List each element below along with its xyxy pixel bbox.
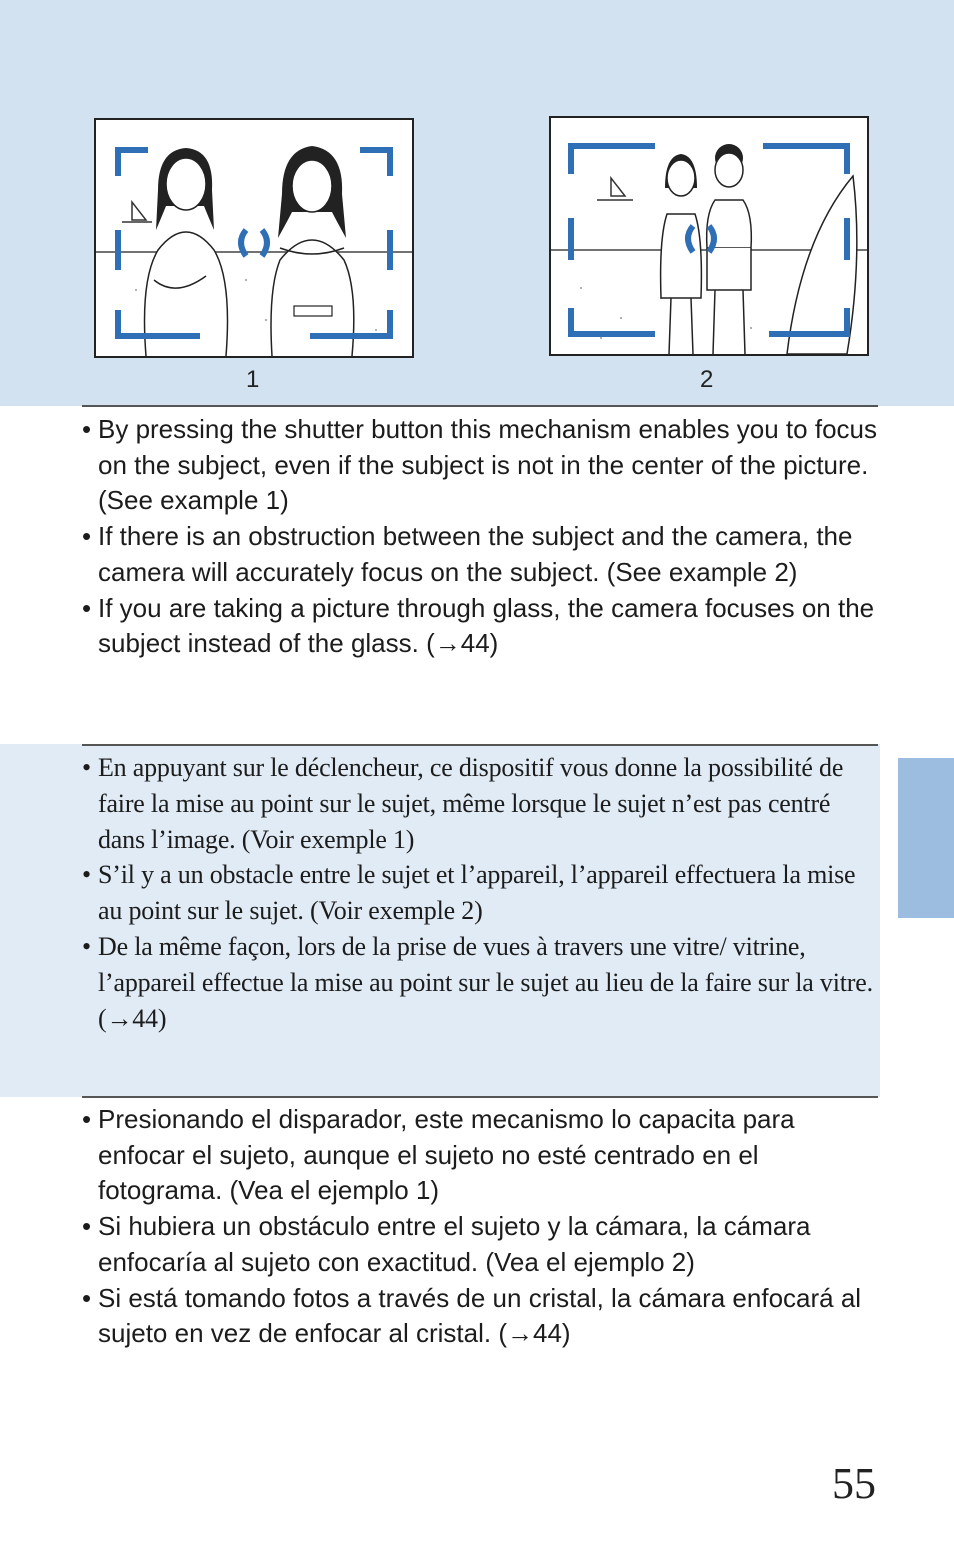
list-item: • By pressing the shutter button this mechanism enables you to focus on the subject, even if the subject is not in the center of the picture. (See example 1) (82, 412, 882, 519)
page-number: 55 (832, 1459, 876, 1508)
spanish-instructions (82, 1102, 882, 1352)
list-item: • Si hubiera un obstáculo entre el sujeto y la cámara, la cámara enfocaría al sujeto con exactitud. (Vea el ejemplo 2) (82, 1209, 882, 1280)
list-item: • Presionando el disparador, este mecanismo lo capacita para enfocar el sujeto, aunque el sujeto no esté centrado en el fotograma. (Vea el ejemplo 1) (82, 1102, 882, 1209)
list-item: • En appuyant sur le déclencheur, ce dispositif vous donne la possibilité de faire la mise au point sur le sujet, même lorsque le sujet n’est pas centré dans l’image. (Voir exemple 1) (82, 750, 882, 857)
list-item: • S’il y a un obstacle entre le sujet et l’appareil, l’appareil effectuera la mise au point sur le sujet. (Voir exemple 2) (82, 857, 882, 929)
figure-1-viewfinder-illustration (94, 118, 414, 358)
figure-2-viewfinder-illustration (549, 116, 869, 356)
figure-1-label: 1 (246, 366, 260, 393)
list-item: • If there is an obstruction between the subject and the camera, the camera will accurately focus on the subject. (See example 2) (82, 519, 882, 590)
section-divider (82, 1096, 878, 1098)
section-divider (82, 405, 878, 407)
chapter-tab (898, 758, 954, 918)
section-divider (82, 744, 878, 746)
list-item: • Si está tomando fotos a través de un cristal, la cámara enfocará al sujeto en vez de enfocar al cristal. (→44) (82, 1281, 882, 1352)
list-item: • De la même façon, lors de la prise de vues à travers une vitre/ vitrine, l’appareil effectue la mise au point sur le sujet au lieu de la faire sur la vitre. (→44) (82, 929, 882, 1036)
list-item: • If you are taking a picture through glass, the camera focuses on the subject instead of the glass. (→44) (82, 591, 882, 662)
figure-2-label: 2 (700, 366, 714, 393)
english-instructions (82, 412, 882, 662)
french-instructions (82, 750, 882, 1036)
